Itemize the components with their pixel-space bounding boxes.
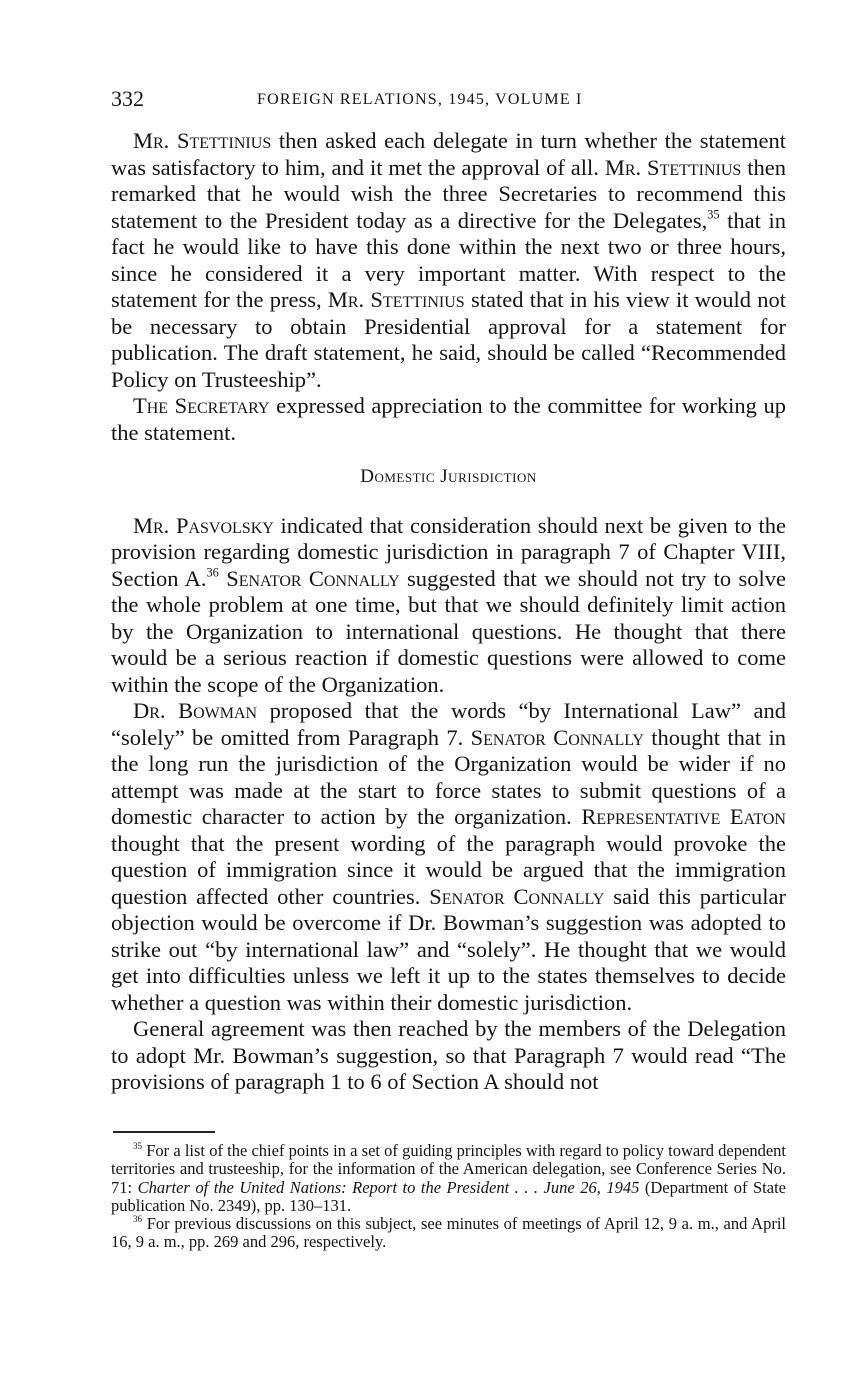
paragraph-1: Mr. Stettinius then asked each delegate in turn whether the statement was satisfactory to him, and it met the approval of all. Mr. Stettinius then remarked that he would wish the three Secretaries to recommend this statement to the President today as a directive for the Delegates,$^{35}$ that in fact he would like to have this done within the next two or three hours, since he considered it a very important matter. With respect to the statement for the press, Mr. Stettinius stated that in his view it would not be necessary to obtain Presidential approval for a statement for publication. The draft statement, he said, should be called “Recommended Policy on Trusteeship”. (111, 128, 787, 392)
footnote-ref-35: 35 (707, 207, 720, 222)
running-head: FOREIGN RELATIONS, 1945, VOLUME I (257, 91, 583, 108)
section-subheading: Domestic Jurisdiction (360, 466, 537, 487)
paragraph-2: The Secretary expressed appreciation to the committee for working up the statement. (111, 393, 786, 445)
paragraph-5: General agreement was then reached by the members of the Delegation to adopt Mr. Bowman’s suggestion, so that Paragraph 7 would read “The provisions of paragraph 1 to 6 of Section A should not (111, 1016, 786, 1094)
footnote-divider (113, 1131, 215, 1133)
footnote-ref-36: 36 (206, 565, 219, 580)
footnote-number: 35 (133, 1141, 143, 1152)
page-header (111, 86, 786, 116)
paragraph-4: Dr. Bowman proposed that the words “by International Law” and “solely” be omitted from Paragraph 7. Senator Connally thought that in the long run the jurisdiction of the Organization would be wider if no attempt was made at the start to force states to submit questions of a domestic character to action by the organization. Representative Eaton thought that the present wording of the paragraph would provoke the question of immigration since it would be argued that the immigration question affected other countries. Senator Connally said this particular objection would be overcome if Dr. Bowman’s suggestion was adopted to strike out “by international law” and “solely”. He thought that we would get into difficulties unless we left it up to the states themselves to decide whether a question was within their domestic jurisdiction. (111, 698, 786, 1015)
body-text (111, 128, 786, 1096)
footnote-35: $^{35}$ For a list of the chief points in a set of guiding principles with regard to policy toward dependent territories and trusteeship, for the information of the American delegation, see Conference Series No. 71: Charter of the United Nations: Report to the President . . . June 26, 1945 (Department of State publication No. 2349), pp. 130–131. (111, 1141, 786, 1215)
footnote-36: $^{36}$ For previous discussions on this subject, see minutes of meetings of April 12, 9 a. m., and April 16, 9 a. m., pp. 269 and 296, respectively. (111, 1214, 786, 1252)
footnotes (111, 1142, 786, 1252)
paragraph-3: Mr. Pasvolsky indicated that consideration should next be given to the provision regarding domestic jurisdiction in paragraph 7 of Chapter VIII, Section A.$^{36}$ Senator Connally suggested that we should not try to solve the whole problem at one time, but that we should definitely limit action by the Organization to international questions. He thought that there would be a serious reaction if domestic questions were allowed to come within the scope of the Organization. (111, 512, 787, 697)
publication-title: Charter of the United Nations: Report to the President . . . June 26, 1945 (137, 1177, 640, 1197)
footnote-number: 36 (133, 1214, 143, 1225)
page-number: 332 (111, 86, 144, 111)
